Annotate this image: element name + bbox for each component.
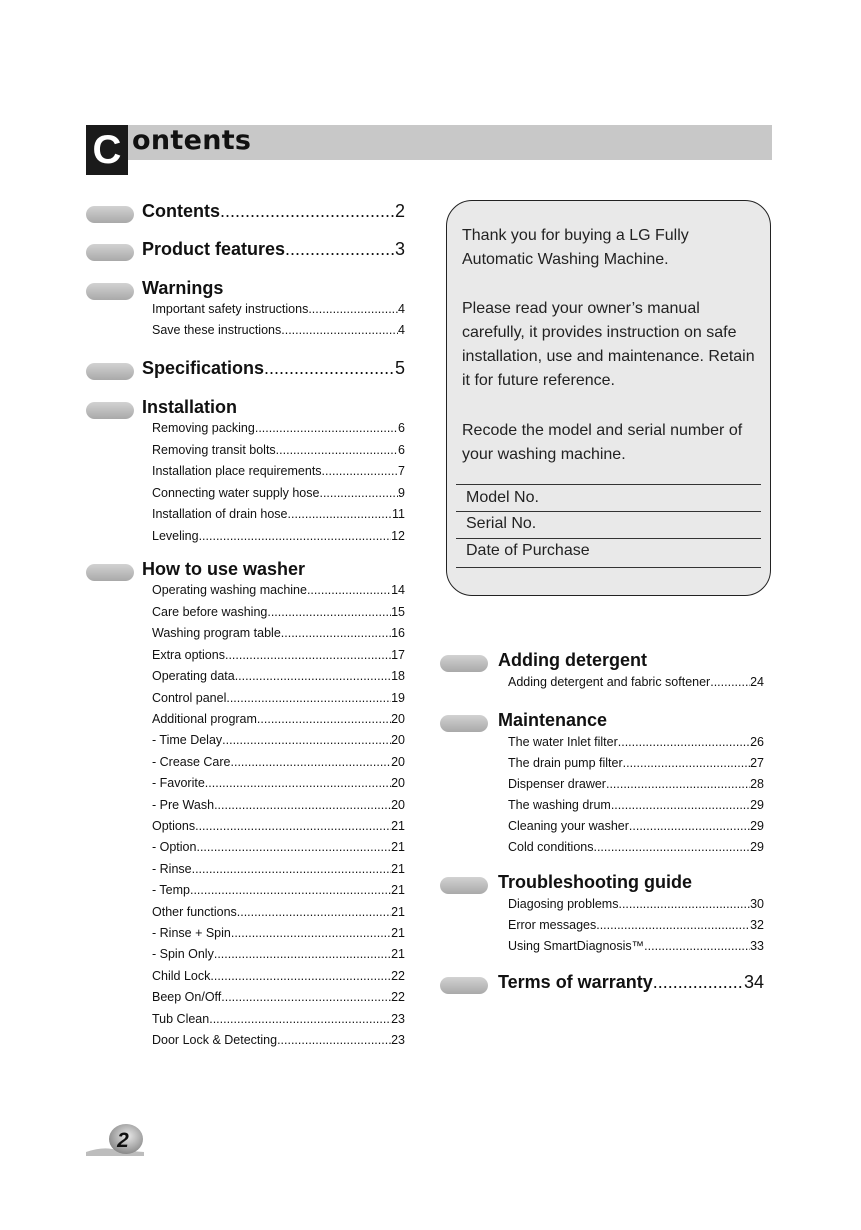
entry-page-number: 21	[391, 883, 405, 897]
toc-entry[interactable]	[152, 819, 405, 833]
entry-label: Beep On/Off	[152, 990, 222, 1004]
entry-label: Washing program table	[152, 626, 281, 640]
entry-label: - Option	[152, 840, 197, 854]
toc-section[interactable]	[498, 972, 764, 993]
entry-label: Operating washing machine	[152, 583, 307, 597]
entry-label: Control panel	[152, 691, 227, 705]
dot-leader	[199, 529, 392, 543]
section-bullet	[86, 283, 134, 300]
entry-page-number: 21	[391, 947, 405, 961]
field-divider	[456, 484, 761, 485]
section-title: Adding detergent	[498, 650, 647, 670]
section-bullet	[86, 206, 134, 223]
toc-entry[interactable]	[508, 840, 764, 854]
entry-label: Tub Clean	[152, 1012, 210, 1026]
entry-page-number: 24	[750, 675, 764, 689]
entry-page-number: 20	[391, 755, 405, 769]
dot-leader	[210, 969, 391, 983]
dot-leader	[237, 905, 391, 919]
entry-label: Door Lock & Detecting	[152, 1033, 278, 1047]
entry-page-number: 20	[391, 733, 405, 747]
dot-leader	[710, 675, 750, 689]
entry-label: Save these instructions	[152, 323, 282, 337]
toc-entry[interactable]	[152, 990, 405, 1004]
toc-section[interactable]	[142, 201, 405, 222]
date-of-purchase-field: Date of Purchase	[466, 542, 590, 559]
toc-section[interactable]	[498, 710, 607, 731]
dot-leader	[221, 990, 391, 1004]
dot-leader	[192, 862, 392, 876]
dot-leader	[319, 486, 398, 500]
entry-label: - Rinse + Spin	[152, 926, 231, 940]
dot-leader	[618, 735, 750, 749]
section-page-number: 3	[394, 239, 405, 259]
dot-leader	[623, 756, 750, 770]
toc-entry[interactable]	[152, 529, 405, 543]
entry-label: The water Inlet filter	[508, 735, 618, 749]
entry-label: Error messages	[508, 918, 597, 932]
toc-entry[interactable]	[152, 421, 405, 435]
field-divider	[456, 511, 761, 512]
entry-page-number: 29	[750, 798, 764, 812]
toc-entry[interactable]	[152, 626, 405, 640]
dot-leader	[193, 883, 391, 897]
entry-label: Installation place requirements	[152, 464, 322, 478]
section-bullet	[86, 564, 134, 581]
dot-leader	[214, 798, 391, 812]
section-page-number: 34	[743, 972, 764, 992]
dot-leader	[214, 947, 391, 961]
entry-page-number: 33	[750, 939, 764, 953]
entry-label: Diagosing problems	[508, 897, 619, 911]
entry-page-number: 6	[398, 443, 405, 457]
entry-page-number: 21	[391, 840, 405, 854]
entry-page-number: 4	[398, 302, 405, 316]
entry-page-number: 21	[391, 819, 405, 833]
toc-entry[interactable]	[152, 776, 405, 790]
dot-leader	[196, 840, 391, 854]
entry-label: Additional program	[152, 712, 257, 726]
entry-label: - Crease Care	[152, 755, 231, 769]
section-title: Product features	[142, 239, 286, 259]
read-manual-paragraph: Please read your owner’s manual carefully, it provides instruction on safe installation, use and maintenance. Retain it for future reference.	[462, 300, 755, 389]
page-title: ontents	[132, 125, 252, 156]
entry-label: The washing drum	[508, 798, 611, 812]
dot-leader	[205, 776, 391, 790]
entry-label: - Pre Wash	[152, 798, 215, 812]
dot-leader	[281, 323, 398, 337]
entry-label: Options	[152, 819, 196, 833]
toc-entry[interactable]	[152, 905, 405, 919]
section-bullet	[440, 877, 488, 894]
dot-leader	[308, 302, 398, 316]
entry-label: Child Lock	[152, 969, 211, 983]
entry-label: Installation of drain hose	[152, 507, 288, 521]
section-bullet	[440, 715, 488, 732]
toc-entry[interactable]	[152, 507, 405, 521]
entry-page-number: 15	[391, 605, 405, 619]
entry-label: The drain pump filter	[508, 756, 623, 770]
section-bullet	[86, 363, 134, 380]
toc-entry[interactable]	[508, 675, 764, 689]
toc-section[interactable]	[142, 559, 305, 580]
thanks-paragraph: Thank you for buying a LG Fully Automatic Washing Machine.	[462, 227, 689, 268]
entry-page-number: 11	[392, 507, 405, 521]
dot-leader	[285, 239, 395, 260]
dot-leader	[611, 798, 750, 812]
dot-leader	[629, 819, 750, 833]
entry-page-number: 16	[391, 626, 405, 640]
entry-page-number: 29	[750, 819, 764, 833]
entry-label: Dispenser drawer	[508, 777, 606, 791]
dot-leader	[596, 918, 750, 932]
entry-page-number: 19	[391, 691, 405, 705]
dot-leader	[209, 1012, 391, 1026]
toc-entry[interactable]	[508, 756, 764, 770]
section-title: Troubleshooting guide	[498, 872, 692, 892]
toc-entry[interactable]	[152, 798, 405, 812]
toc-entry[interactable]	[152, 583, 405, 597]
dot-leader	[653, 972, 744, 993]
toc-entry[interactable]	[152, 947, 405, 961]
entry-page-number: 32	[750, 918, 764, 932]
toc-entry[interactable]	[152, 464, 405, 478]
entry-page-number: 23	[391, 1033, 405, 1047]
entry-label: Leveling	[152, 529, 199, 543]
entry-label: Connecting water supply hose	[152, 486, 320, 500]
toc-entry[interactable]	[152, 712, 405, 726]
toc-entry[interactable]	[508, 798, 764, 812]
section-title: How to use washer	[142, 559, 306, 579]
entry-page-number: 22	[391, 969, 405, 983]
dot-leader	[255, 421, 398, 435]
toc-entry[interactable]	[508, 777, 764, 791]
toc-section[interactable]	[142, 397, 237, 418]
dot-leader	[257, 712, 391, 726]
section-title: Specifications	[142, 358, 265, 378]
entry-label: - Temp.	[152, 883, 194, 897]
section-bullet	[86, 402, 134, 419]
toc-entry[interactable]	[152, 755, 405, 769]
entry-page-number: 9	[398, 486, 405, 500]
toc-entry[interactable]	[152, 691, 405, 705]
dot-leader	[277, 1033, 391, 1047]
dot-leader	[264, 358, 395, 379]
dot-leader	[618, 897, 750, 911]
entry-page-number: 4	[398, 323, 405, 337]
toc-entry[interactable]	[152, 323, 405, 337]
entry-label: Care before washing	[152, 605, 268, 619]
entry-page-number: 12	[391, 529, 405, 543]
toc-entry[interactable]	[152, 1033, 405, 1047]
dot-leader	[235, 669, 391, 683]
section-bullet	[440, 977, 488, 994]
dot-leader	[226, 691, 391, 705]
toc-entry[interactable]	[508, 735, 764, 749]
dot-leader	[644, 939, 750, 953]
dot-leader	[276, 443, 398, 457]
toc-entry[interactable]	[152, 648, 405, 662]
entry-label: Other functions	[152, 905, 237, 919]
toc-section[interactable]	[498, 650, 647, 671]
entry-page-number: 17	[391, 648, 405, 662]
entry-label: Removing packing	[152, 421, 255, 435]
toc-entry[interactable]	[152, 969, 405, 983]
dot-leader	[222, 733, 391, 747]
toc-entry[interactable]	[152, 926, 405, 940]
entry-page-number: 21	[391, 926, 405, 940]
toc-entry[interactable]	[152, 443, 405, 457]
page-number: 2	[117, 1129, 129, 1152]
dot-leader	[307, 583, 391, 597]
entry-page-number: 7	[398, 464, 405, 478]
toc-entry[interactable]	[152, 302, 405, 316]
serial-no-field: Serial No.	[466, 515, 537, 532]
entry-page-number: 20	[391, 776, 405, 790]
toc-entry[interactable]	[508, 819, 764, 833]
page-number-badge	[86, 1122, 144, 1156]
entry-label: - Time Delay	[152, 733, 223, 747]
entry-label: Important safety instructions	[152, 302, 309, 316]
toc-entry[interactable]	[152, 669, 405, 683]
entry-page-number: 22	[391, 990, 405, 1004]
toc-entry[interactable]	[508, 918, 764, 932]
entry-page-number: 20	[391, 712, 405, 726]
record-paragraph: Recode the model and serial number of your washing machine.	[462, 422, 743, 463]
section-title: Contents	[142, 201, 220, 221]
section-page-number: 2	[394, 201, 405, 221]
section-bullet	[86, 244, 134, 261]
section-title: Warnings	[142, 278, 224, 298]
entry-page-number: 20	[391, 798, 405, 812]
toc-entry[interactable]	[152, 883, 405, 897]
entry-page-number: 29	[750, 840, 764, 854]
entry-page-number: 21	[391, 862, 405, 876]
entry-label: - Spin Only	[152, 947, 214, 961]
section-title: Installation	[142, 397, 238, 417]
entry-page-number: 14	[391, 583, 405, 597]
dot-leader	[322, 464, 399, 478]
dot-leader	[606, 777, 750, 791]
entry-label: Adding detergent and fabric softener	[508, 675, 711, 689]
entry-label: Removing transit bolts	[152, 443, 276, 457]
section-page-number: 5	[394, 358, 405, 378]
entry-page-number: 18	[391, 669, 405, 683]
entry-label: - Favorite	[152, 776, 205, 790]
entry-page-number: 30	[750, 897, 764, 911]
dot-leader	[231, 926, 391, 940]
dot-leader	[281, 626, 391, 640]
toc-entry[interactable]	[152, 840, 405, 854]
entry-label: Extra options	[152, 648, 225, 662]
toc-entry[interactable]	[152, 1012, 405, 1026]
entry-label: Operating data	[152, 669, 235, 683]
dot-leader	[225, 648, 391, 662]
toc-section[interactable]	[498, 872, 692, 893]
toc-entry[interactable]	[152, 733, 405, 747]
field-divider	[456, 567, 761, 568]
dot-leader	[288, 507, 393, 521]
dot-leader	[267, 605, 391, 619]
toc-entry[interactable]	[152, 862, 405, 876]
entry-label: - Rinse	[152, 862, 192, 876]
model-no-field: Model No.	[466, 489, 539, 506]
entry-page-number: 21	[391, 905, 405, 919]
dot-leader	[195, 819, 391, 833]
toc-section[interactable]	[142, 239, 405, 260]
dot-leader	[593, 840, 750, 854]
dot-leader	[231, 755, 392, 769]
section-bullet	[440, 655, 488, 672]
toc-entry[interactable]	[508, 939, 764, 953]
field-divider	[456, 538, 761, 539]
header-initial: C	[86, 125, 128, 175]
toc-entry[interactable]	[152, 605, 405, 619]
entry-label: Cold conditions	[508, 840, 594, 854]
toc-section[interactable]	[142, 278, 223, 299]
dot-leader	[220, 201, 395, 222]
section-title: Maintenance	[498, 710, 608, 730]
entry-page-number: 27	[750, 756, 764, 770]
toc-entry[interactable]	[508, 897, 764, 911]
entry-page-number: 23	[391, 1012, 405, 1026]
entry-page-number: 28	[750, 777, 764, 791]
entry-page-number: 6	[398, 421, 405, 435]
toc-entry[interactable]	[152, 486, 405, 500]
section-title: Terms of warranty	[498, 972, 653, 992]
entry-label: Using SmartDiagnosis™	[508, 939, 645, 953]
toc-section[interactable]	[142, 358, 405, 379]
entry-page-number: 26	[750, 735, 764, 749]
entry-label: Cleaning your washer	[508, 819, 629, 833]
